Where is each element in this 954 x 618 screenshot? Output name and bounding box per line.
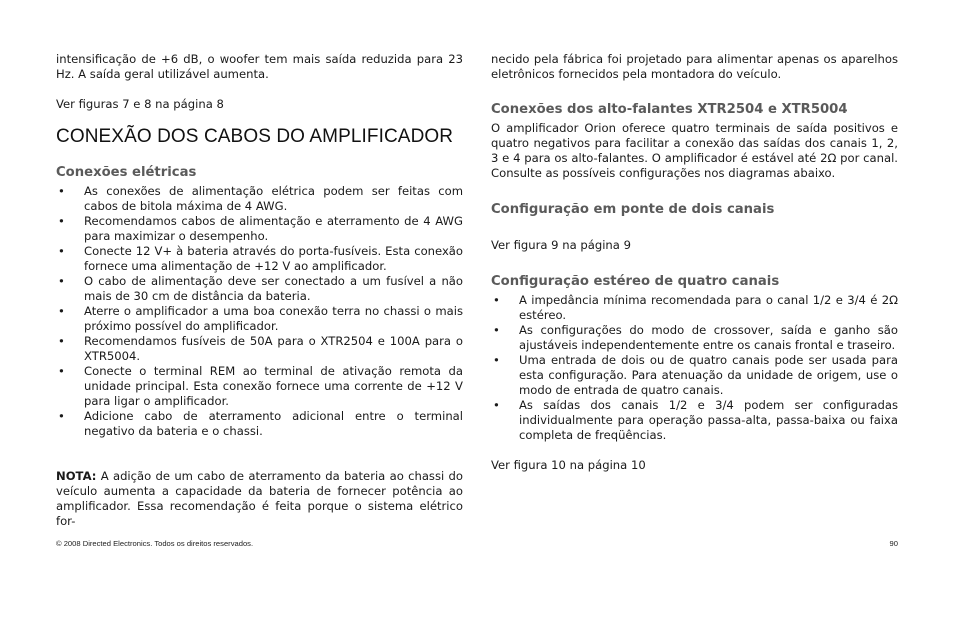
intro-paragraph: intensificação de +6 dB, o woofer tem mais saída reduzida para 23 Hz. A saída geral utilizável aumenta. bbox=[56, 52, 463, 81]
subheading-stereo: Configuração estéreo de quatro canais bbox=[491, 274, 780, 289]
subheading-speakers: Conexões dos alto-falantes XTR2504 e XTR5004 bbox=[491, 102, 848, 117]
bullet-icon: • bbox=[58, 334, 65, 348]
bullet-icon: • bbox=[58, 364, 65, 378]
list-item: • As saídas dos canais 1/2 e 3/4 podem ser configuradas individualmente para operação passa-alta, passa-baixa ou faixa completa de freqüências. bbox=[493, 398, 898, 442]
page-number: 90 bbox=[889, 539, 898, 548]
bullet-icon: • bbox=[58, 184, 65, 198]
list-item: • A impedância mínima recomendada para o canal 1/2 e 3/4 é 2Ω estéreo. bbox=[493, 293, 898, 322]
bullet-icon: • bbox=[58, 304, 65, 318]
bullet-icon: • bbox=[58, 214, 65, 228]
bullet-icon: • bbox=[58, 409, 65, 423]
stereo-bullet-list bbox=[491, 293, 898, 443]
list-item: • As conexões de alimentação elétrica podem ser feitas com cabos de bitola máxima de 4 AWG. bbox=[58, 184, 463, 213]
bullet-icon: • bbox=[493, 323, 500, 337]
right-column bbox=[491, 52, 898, 473]
electrical-bullet-list bbox=[56, 184, 463, 439]
list-item: • Uma entrada de dois ou de quatro canais pode ser usada para esta configuração. Para atenuação da unidade de origem, use o modo de entrada de quatro canais. bbox=[493, 353, 898, 397]
figure-reference-9: Ver figura 9 na página 9 bbox=[491, 238, 631, 252]
speakers-paragraph: O amplificador Orion oferece quatro terminais de saída positivos e quatro negativos para facilitar a conexão das saídas dos canais 1, 2, 3 e 4 para os alto-falantes. O amplificador é estável até 2Ω por canal. Consulte as possíveis configurações nos diagramas abaixo. bbox=[491, 121, 898, 180]
bullet-icon: • bbox=[58, 244, 65, 258]
left-column bbox=[56, 52, 463, 529]
subheading-bridge: Configuração em ponte de dois canais bbox=[491, 202, 775, 217]
note-paragraph bbox=[56, 469, 463, 529]
figure-reference-10: Ver figura 10 na página 10 bbox=[491, 458, 646, 472]
bullet-icon: • bbox=[493, 293, 500, 307]
continued-paragraph: necido pela fábrica foi projetado para alimentar apenas os aparelhos eletrônicos fornecidos pela montadora do veículo. bbox=[491, 52, 898, 81]
footer-copyright: © 2008 Directed Electronics. Todos os direitos reservados. bbox=[56, 539, 254, 548]
list-item: • O cabo de alimentação deve ser conectado a um fusível a não mais de 30 cm de distância da bateria. bbox=[58, 274, 463, 303]
subheading-electrical: Conexões elétricas bbox=[56, 165, 197, 180]
list-item: • Adicione cabo de aterramento adicional entre o terminal negativo da bateria e o chassi. bbox=[58, 409, 463, 438]
note-text: A adição de um cabo de aterramento da bateria ao chassi do veículo aumenta a capacidade da bateria de fornecer potência ao amplificador. Essa recomendação é feita porque o sistema elétrico for- bbox=[56, 469, 463, 528]
bullet-icon: • bbox=[58, 274, 65, 288]
list-item: • As configurações do modo de crossover, saída e ganho são ajustáveis independentemente entre os canais frontal e traseiro. bbox=[493, 323, 898, 352]
bullet-icon: • bbox=[493, 353, 500, 367]
note-label: NOTA: bbox=[56, 469, 97, 483]
list-item: • Conecte o terminal REM ao terminal de ativação remota da unidade principal. Esta conexão fornece uma corrente de +12 V para ligar o amplificador. bbox=[58, 364, 463, 408]
section-heading: CONEXÃO DOS CABOS DO AMPLIFICADOR bbox=[56, 126, 454, 147]
list-item: • Recomendamos cabos de alimentação e aterramento de 4 AWG para maximizar o desempenho. bbox=[58, 214, 463, 243]
figure-reference-7-8: Ver figuras 7 e 8 na página 8 bbox=[56, 97, 224, 111]
list-item: • Conecte 12 V+ à bateria através do porta-fusíveis. Esta conexão fornece uma alimentação de +12 V ao amplificador. bbox=[58, 244, 463, 273]
list-item: • Aterre o amplificador a uma boa conexão terra no chassi o mais próximo possível do amplificador. bbox=[58, 304, 463, 333]
bullet-icon: • bbox=[493, 398, 500, 412]
list-item: • Recomendamos fusíveis de 50A para o XTR2504 e 100A para o XTR5004. bbox=[58, 334, 463, 363]
